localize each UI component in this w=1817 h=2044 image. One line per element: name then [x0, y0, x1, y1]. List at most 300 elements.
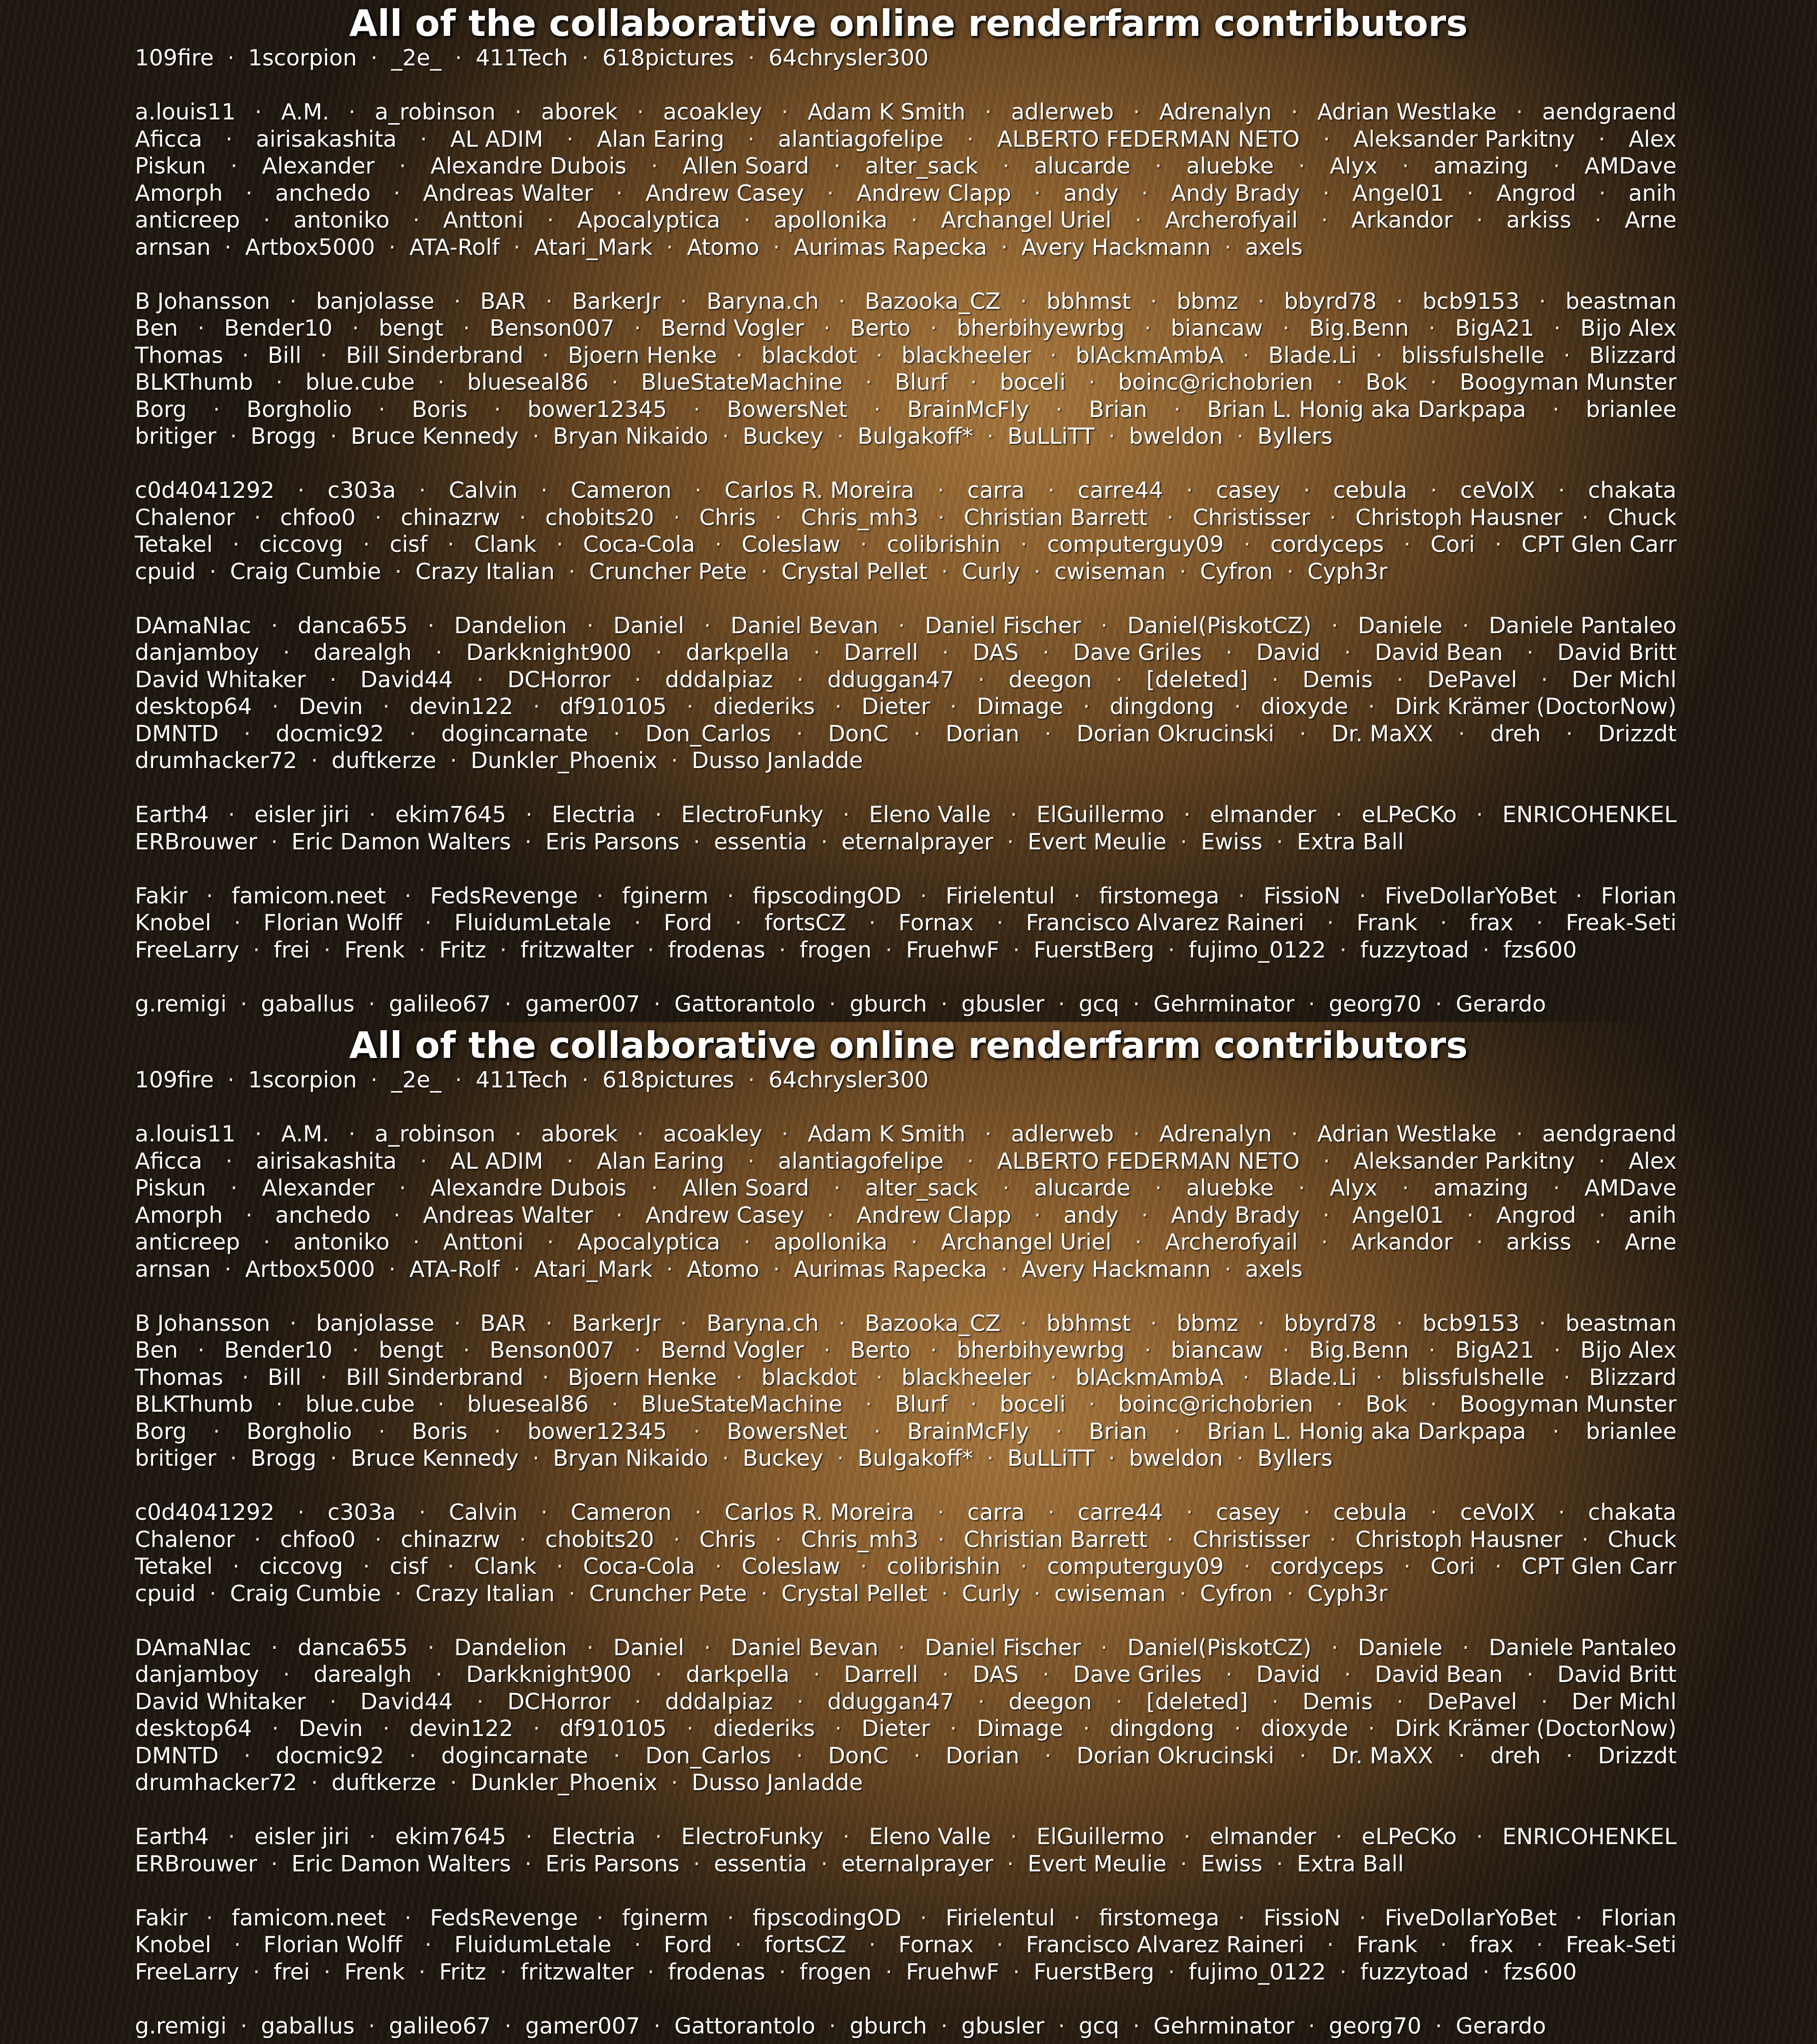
separator-dot: · — [797, 1688, 804, 1716]
separator-dot: · — [263, 1229, 270, 1256]
separator-dot: · — [272, 1715, 279, 1742]
separator-dot: · — [823, 1445, 858, 1472]
contributor-name: Demis — [1302, 666, 1373, 694]
contributor-name: darealgh — [313, 639, 412, 666]
separator-dot: · — [419, 1499, 426, 1526]
separator-dot: · — [735, 1364, 743, 1391]
separator-dot: · — [1184, 1823, 1191, 1851]
separator-dot: · — [876, 342, 883, 369]
separator-dot: · — [1476, 207, 1483, 234]
separator-dot: · — [454, 288, 461, 315]
separator-dot: · — [243, 720, 251, 748]
contributor-name: Cyph3r — [1307, 558, 1388, 585]
contributor-name: FruehwF — [906, 937, 999, 964]
contributor-name: Bill — [268, 1364, 301, 1391]
contributor-name: aluebke — [1187, 153, 1274, 180]
separator-dot: · — [1558, 1499, 1565, 1526]
separator-dot: · — [320, 1364, 328, 1391]
contributor-name: chinazrw — [401, 1526, 500, 1553]
contributor-name: BrainMcFly — [907, 1418, 1029, 1445]
separator-dot: · — [747, 558, 781, 585]
contributor-name: DePavel — [1427, 666, 1517, 694]
contributor-name: biancaw — [1171, 1337, 1263, 1364]
separator-dot: · — [442, 45, 476, 72]
contributor-name: alantiagofelipe — [778, 1148, 944, 1175]
separator-dot: · — [869, 909, 876, 937]
contributor-name: BowersNet — [727, 396, 848, 423]
contributor-name: Der Michl — [1572, 666, 1677, 694]
separator-dot: · — [255, 1121, 262, 1148]
separator-dot: · — [1262, 829, 1297, 856]
separator-dot: · — [491, 991, 526, 1018]
contributor-name: Aurimas Rapecka — [794, 234, 987, 261]
contributor-name: Clank — [474, 531, 536, 558]
separator-dot: · — [1335, 1823, 1343, 1851]
contributor-name: Dandelion — [454, 1634, 567, 1662]
separator-dot: · — [1073, 1905, 1081, 1932]
separator-dot: · — [1003, 153, 1010, 180]
separator-dot: · — [1299, 720, 1306, 748]
separator-dot: · — [1430, 477, 1437, 504]
contributor-name: axels — [1245, 234, 1303, 261]
separator-dot: · — [1238, 883, 1245, 910]
separator-dot: · — [216, 423, 251, 450]
separator-dot: · — [405, 937, 439, 964]
separator-dot: · — [950, 693, 957, 720]
separator-dot: · — [744, 207, 751, 234]
contributor-name: ElGuillermo — [1037, 801, 1165, 829]
separator-dot: · — [500, 234, 534, 261]
contributor-name: ALBERTO FEDERMAN NETO — [997, 126, 1300, 153]
contributor-name: David — [1256, 1661, 1320, 1688]
contributor-name: gcq — [1079, 991, 1119, 1018]
separator-dot: · — [611, 1391, 619, 1418]
separator-dot: · — [797, 666, 804, 694]
separator-dot: · — [239, 1959, 274, 1986]
contributor-name: BuLLiTT — [1008, 1445, 1095, 1472]
contributor-name: Adrian Westlake — [1317, 99, 1497, 126]
contributor-name: dogincarnate — [441, 720, 588, 748]
separator-dot: · — [1494, 531, 1502, 558]
separator-dot: · — [1056, 396, 1063, 423]
separator-dot: · — [196, 1580, 230, 1607]
contributor-name: Allen Soard — [682, 153, 809, 180]
contributor-name: FruehwF — [906, 1959, 999, 1986]
separator-dot: · — [404, 1905, 412, 1932]
contributor-name: Bok — [1365, 369, 1407, 396]
contributor-name: Brian L. Honig aka Darkpapa — [1207, 396, 1526, 423]
separator-dot: · — [393, 180, 401, 207]
separator-dot: · — [546, 1310, 553, 1337]
separator-dot: · — [1554, 1337, 1561, 1364]
contributor-name: Benson007 — [490, 1337, 615, 1364]
separator-dot: · — [993, 1851, 1028, 1878]
contributor-name: Eleno Valle — [869, 1823, 991, 1851]
contributor-name: elmander — [1210, 801, 1316, 829]
contributor-name: Evert Meulie — [1028, 1851, 1167, 1878]
contributor-name: Gattorantolo — [675, 991, 815, 1018]
separator-dot: · — [1295, 2013, 1329, 2040]
contributor-name: Dirk Krämer (DoctorNow) — [1395, 693, 1677, 720]
contributor-name: Arkandor — [1351, 207, 1453, 234]
separator-dot: · — [596, 1905, 604, 1932]
separator-dot: · — [1541, 1688, 1548, 1716]
separator-dot: · — [655, 1661, 662, 1688]
separator-dot: · — [680, 288, 687, 315]
separator-dot: · — [1048, 1499, 1055, 1526]
contributor-name: gamer007 — [525, 991, 640, 1018]
separator-dot: · — [1257, 288, 1265, 315]
separator-dot: · — [511, 1851, 546, 1878]
contributor-name: Coca-Cola — [583, 1553, 695, 1580]
separator-dot: · — [375, 1256, 410, 1283]
separator-dot: · — [634, 1959, 668, 1986]
contributor-name: Craig Cumbie — [230, 1580, 381, 1607]
separator-dot: · — [708, 423, 743, 450]
contributor-name: FreeLarry — [135, 1959, 239, 1986]
separator-dot: · — [348, 99, 356, 126]
contributor-name: anchedo — [275, 1202, 371, 1229]
contributor-name: Borg — [135, 1418, 187, 1445]
separator-dot: · — [1234, 1715, 1241, 1742]
separator-dot: · — [375, 1526, 382, 1553]
page-title: All of the collaborative online renderfarm contributors — [0, 3, 1817, 45]
separator-dot: · — [1223, 1445, 1257, 1472]
separator-dot: · — [1144, 315, 1152, 342]
separator-dot: · — [1375, 1364, 1383, 1391]
contributor-name: computerguy09 — [1047, 531, 1224, 558]
separator-dot: · — [1494, 1553, 1502, 1580]
contributor-name: fipscodingOD — [753, 1905, 902, 1932]
contributor-name: Blade.Li — [1268, 342, 1357, 369]
contributor-name: galileo67 — [389, 991, 491, 1018]
contributor-name: amazing — [1434, 153, 1529, 180]
contributor-name: Tetakel — [135, 1553, 213, 1580]
contributor-name: famicom.neet — [232, 883, 386, 910]
separator-dot: · — [1563, 1364, 1570, 1391]
contributor-name: Andrew Casey — [645, 180, 804, 207]
contributor-name: Boogyman Munster — [1460, 369, 1677, 396]
separator-dot: · — [233, 1553, 240, 1580]
contributor-name: Dieter — [862, 693, 930, 720]
contributor-name: Craig Cumbie — [230, 558, 381, 585]
separator-dot: · — [813, 639, 820, 666]
contributor-name: anchedo — [275, 180, 371, 207]
contributor-name: dioxyde — [1261, 693, 1348, 720]
separator-dot: · — [1582, 504, 1589, 531]
contributor-name: Buckey — [743, 423, 823, 450]
contributor-name: blissfulshelle — [1401, 1364, 1544, 1391]
separator-dot: · — [1429, 1337, 1436, 1364]
separator-dot: · — [1462, 1634, 1469, 1662]
contributor-name: alter_sack — [865, 153, 978, 180]
contributor-name: cpuid — [135, 1580, 196, 1607]
contributor-name: Bjoern Henke — [568, 342, 717, 369]
contributor-name: andy — [1063, 1202, 1118, 1229]
separator-dot: · — [1563, 342, 1570, 369]
separator-dot: · — [436, 1661, 443, 1688]
separator-dot: · — [843, 1823, 850, 1851]
contributor-name: cordyceps — [1271, 1553, 1384, 1580]
contributor-name: Eris Parsons — [546, 829, 680, 856]
contributor-name: Darkknight900 — [466, 639, 631, 666]
contributor-name: gamer007 — [525, 2013, 640, 2040]
contributor-name: FedsRevenge — [430, 1905, 578, 1932]
separator-dot: · — [437, 369, 445, 396]
contributor-name: BlueStateMachine — [641, 1391, 842, 1418]
separator-dot: · — [1566, 720, 1573, 748]
contributor-name: brianlee — [1586, 1418, 1677, 1445]
separator-dot: · — [1298, 153, 1306, 180]
contributor-name: antoniko — [293, 1229, 390, 1256]
contributor-name: AL ADIM — [450, 126, 543, 153]
separator-dot: · — [1050, 1364, 1057, 1391]
separator-dot: · — [568, 45, 602, 72]
separator-dot: · — [1116, 1688, 1123, 1716]
separator-dot: · — [547, 207, 554, 234]
separator-dot: · — [973, 1445, 1008, 1472]
separator-dot: · — [1326, 937, 1360, 964]
separator-dot: · — [999, 1959, 1034, 1986]
separator-dot: · — [226, 126, 233, 153]
separator-dot: · — [1050, 342, 1057, 369]
contributor-name: Ewiss — [1201, 829, 1263, 856]
contributor-name: eisler jiri — [254, 801, 350, 829]
separator-dot: · — [967, 1148, 974, 1175]
contributor-name: britiger — [135, 423, 216, 450]
contributor-name: B Johansson — [135, 1310, 270, 1337]
separator-dot: · — [869, 1931, 876, 1959]
contributor-name: Ben — [135, 315, 178, 342]
separator-dot: · — [1174, 1418, 1181, 1445]
separator-dot: · — [928, 1580, 962, 1607]
contributor-name: Alexander — [262, 1175, 375, 1202]
separator-dot: · — [1257, 1310, 1265, 1337]
contributor-name: DePavel — [1427, 1688, 1517, 1716]
contributor-name: BlueStateMachine — [641, 369, 842, 396]
contributor-name: bengt — [379, 1337, 444, 1364]
contributor-name: dddalpiaz — [665, 1688, 773, 1716]
contributor-name: dingdong — [1110, 1715, 1214, 1742]
separator-dot: · — [655, 801, 662, 829]
separator-dot: · — [1368, 1715, 1375, 1742]
separator-dot: · — [913, 720, 921, 748]
separator-dot: · — [1404, 531, 1411, 558]
contributor-name: gburch — [850, 2013, 927, 2040]
contributor-name: carre44 — [1077, 1499, 1163, 1526]
contributor-name: Dandelion — [454, 612, 567, 640]
contributor-name: elmander — [1210, 1823, 1316, 1851]
contributor-name: a.louis11 — [135, 99, 236, 126]
separator-dot: · — [254, 1526, 261, 1553]
separator-dot: · — [1467, 1202, 1474, 1229]
contributor-name: Daniele Pantaleo — [1489, 1634, 1676, 1662]
separator-dot: · — [1440, 1931, 1447, 1959]
separator-dot: · — [1359, 1905, 1366, 1932]
separator-dot: · — [393, 1202, 401, 1229]
contributor-name: Electria — [552, 801, 636, 829]
contributor-name: dogincarnate — [441, 1742, 588, 1770]
separator-dot: · — [276, 369, 283, 396]
separator-dot: · — [1476, 1823, 1483, 1851]
separator-dot: · — [898, 1634, 905, 1662]
contributor-name: BowersNet — [727, 1418, 848, 1445]
separator-dot: · — [1048, 477, 1055, 504]
separator-dot: · — [1020, 288, 1027, 315]
separator-dot: · — [1430, 1499, 1437, 1526]
separator-dot: · — [214, 45, 248, 72]
separator-dot: · — [1344, 1661, 1351, 1688]
separator-dot: · — [255, 99, 262, 126]
contributor-name: Bernd Vogler — [660, 1337, 804, 1364]
separator-dot: · — [1527, 639, 1534, 666]
separator-dot: · — [1375, 342, 1383, 369]
contributor-name: Dunkler_Phoenix — [471, 1769, 657, 1796]
separator-dot: · — [363, 1553, 370, 1580]
separator-dot: · — [686, 693, 694, 720]
separator-dot: · — [653, 234, 687, 261]
separator-dot: · — [1359, 883, 1366, 910]
contributor-name: Gehrminator — [1153, 2013, 1294, 2040]
contributor-name: Alan Earing — [597, 1148, 725, 1175]
separator-dot: · — [1599, 180, 1606, 207]
contributor-name: Darrell — [844, 639, 918, 666]
separator-dot: · — [938, 1526, 945, 1553]
separator-dot: · — [1272, 1688, 1279, 1716]
separator-dot: · — [640, 2013, 675, 2040]
separator-dot: · — [727, 1905, 735, 1932]
separator-dot: · — [834, 1175, 841, 1202]
separator-dot: · — [425, 909, 432, 937]
contributor-name: banjolasse — [316, 288, 435, 315]
separator-dot: · — [993, 829, 1028, 856]
separator-dot: · — [586, 612, 594, 640]
separator-dot: · — [1396, 1310, 1403, 1337]
separator-dot: · — [1404, 1553, 1411, 1580]
contributor-name: frogen — [799, 1959, 872, 1986]
contributor-name: fortsCZ — [765, 909, 846, 937]
separator-dot: · — [834, 153, 841, 180]
separator-dot: · — [352, 1337, 359, 1364]
contributor-name: Earth4 — [135, 801, 209, 829]
separator-dot: · — [1303, 1499, 1311, 1526]
separator-dot: · — [1599, 126, 1606, 153]
contributor-name: 618pictures — [602, 45, 734, 72]
separator-dot: · — [1135, 207, 1142, 234]
contributor-name: Cyph3r — [1307, 1580, 1388, 1607]
contributor-name: Bruce Kennedy — [351, 423, 519, 450]
separator-dot: · — [1242, 1364, 1250, 1391]
contributor-name: Adrenalyn — [1159, 99, 1272, 126]
contributor-name: a_robinson — [375, 99, 496, 126]
separator-dot: · — [1043, 1661, 1050, 1688]
contributor-name: ERBrouwer — [135, 1851, 257, 1878]
separator-dot: · — [289, 288, 297, 315]
separator-dot: · — [1527, 1661, 1534, 1688]
contributor-name: Frank — [1356, 1931, 1417, 1959]
contributor-name: _2e_ — [391, 1067, 441, 1094]
separator-dot: · — [1020, 558, 1055, 585]
contributor-name: colibrishin — [887, 1553, 1000, 1580]
contributor-name: Christisser — [1193, 1526, 1311, 1553]
separator-dot: · — [1299, 1742, 1306, 1770]
contributor-name: Daniel Fischer — [925, 1634, 1081, 1662]
contributor-name: Bazooka_CZ — [865, 288, 1001, 315]
contributor-name: Cruncher Pete — [589, 1580, 747, 1607]
separator-dot: · — [930, 1337, 937, 1364]
separator-dot: · — [807, 1851, 842, 1878]
contributor-name: FluidumLetale — [454, 1931, 611, 1959]
separator-dot: · — [206, 1905, 213, 1932]
separator-dot: · — [1599, 1148, 1606, 1175]
contributor-name: ceVoIX — [1460, 477, 1535, 504]
separator-dot: · — [494, 1418, 501, 1445]
contributor-name: BigA21 — [1455, 1337, 1534, 1364]
contributor-name: David Bean — [1375, 1661, 1503, 1688]
contributor-name: Atomo — [687, 1256, 760, 1283]
contributor-name: Bill — [268, 342, 301, 369]
contributor-name: chobits20 — [545, 1526, 654, 1553]
separator-dot: · — [967, 126, 974, 153]
separator-dot: · — [1150, 288, 1157, 315]
separator-dot: · — [616, 180, 623, 207]
contributor-name: Byllers — [1257, 1445, 1333, 1472]
contributor-name: Florian — [1601, 1905, 1677, 1932]
contributor-name: essentia — [714, 1851, 807, 1878]
contributor-name: Byllers — [1257, 423, 1333, 450]
contributor-name: Buckey — [743, 1445, 823, 1472]
separator-dot: · — [317, 1445, 351, 1472]
contributor-name: Angrod — [1496, 180, 1576, 207]
separator-dot: · — [1323, 180, 1330, 207]
contributor-name: Dimage — [977, 1715, 1063, 1742]
contributor-name: cwiseman — [1054, 1580, 1166, 1607]
contributor-name: FluidumLetale — [454, 909, 611, 937]
contributor-name: Ewiss — [1201, 1851, 1263, 1878]
contributor-name: dduggan47 — [827, 1688, 954, 1716]
separator-dot: · — [1326, 1959, 1360, 1986]
contributor-name: Eric Damon Walters — [292, 829, 511, 856]
separator-dot: · — [1020, 1310, 1027, 1337]
contributor-name: Brian — [1089, 1418, 1147, 1445]
separator-dot: · — [1321, 1229, 1328, 1256]
separator-dot: · — [686, 1715, 694, 1742]
contributor-name: danjamboy — [135, 1661, 259, 1688]
separator-dot: · — [494, 396, 501, 423]
contributor-name: axels — [1245, 1256, 1303, 1283]
separator-dot: · — [519, 423, 553, 450]
contributor-name: 109fire — [135, 1067, 214, 1094]
contributor-name: aborek — [541, 99, 618, 126]
contributor-name: fuzzytoad — [1360, 1959, 1469, 1986]
separator-dot: · — [257, 1851, 292, 1878]
separator-dot: · — [634, 1337, 641, 1364]
separator-dot: · — [214, 1067, 248, 1094]
separator-dot: · — [1396, 288, 1403, 315]
separator-dot: · — [541, 1499, 548, 1526]
contributor-name: BAR — [480, 1310, 526, 1337]
separator-dot: · — [1566, 1742, 1573, 1770]
contributor-name: Aficca — [135, 126, 202, 153]
separator-dot: · — [1458, 720, 1465, 748]
contributor-name: AL ADIM — [450, 1148, 543, 1175]
contributor-name: firstomega — [1099, 883, 1220, 910]
contributor-name: Ford — [664, 909, 712, 937]
separator-dot: · — [1272, 666, 1279, 694]
contributor-name: ENRICOHENKEL — [1502, 1823, 1677, 1851]
separator-dot: · — [297, 747, 332, 774]
contributor-name: Berto — [850, 315, 910, 342]
